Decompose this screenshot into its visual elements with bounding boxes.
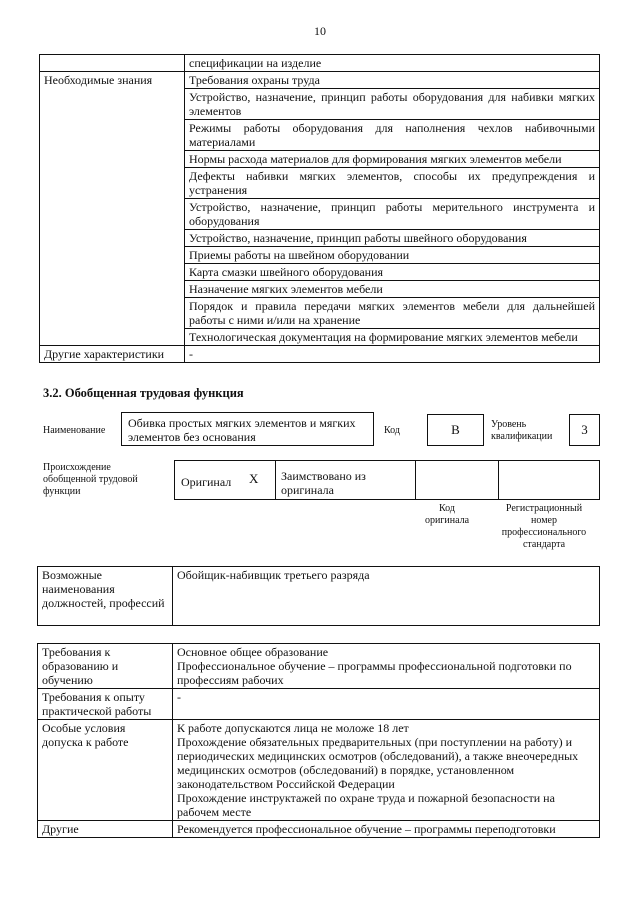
requirement-label: Особые условия допуска к работе	[38, 720, 173, 821]
requirement-label: Другие	[38, 821, 173, 838]
requirement-row	[38, 720, 600, 821]
requirement-value	[173, 821, 600, 838]
spec-continuation-cell: спецификации на изделие	[185, 55, 600, 72]
reg-number-caption: Регистрационный номер профессионального стандарта	[501, 503, 587, 550]
code-original-caption: Код оригинала	[424, 503, 470, 526]
knowledge-item: Приемы работы на швейном оборудовании	[185, 247, 600, 264]
requirement-line: -	[177, 690, 181, 704]
knowledge-item: Устройство, назначение, принцип работы оборудования для набивки мягких элементов	[185, 89, 600, 120]
name-label: Наименование	[43, 425, 106, 436]
requirement-line: Прохождение инструктажей по охране труда и пожарной безопасности на рабочем месте	[177, 791, 555, 819]
original-label: Оригинал	[181, 475, 232, 489]
origin-divider-2	[415, 461, 416, 499]
requirement-line: Рекомендуется профессиональное обучение – программы переподготовки	[177, 822, 556, 836]
requirement-row	[38, 689, 600, 720]
level-label: Уровень квалификации	[491, 419, 553, 442]
positions-table	[37, 566, 600, 626]
knowledge-item: Дефекты набивки мягких элементов, способы их предупреждения и устранения	[185, 168, 600, 199]
positions-value: Обойщик-набивщик третьего разряда	[173, 567, 600, 626]
knowledge-item: Устройство, назначение, принцип работы мерительного инструмента и оборудования	[185, 199, 600, 230]
other-characteristics-label: Другие характеристики	[40, 346, 185, 363]
code-box	[427, 414, 484, 446]
origin-divider-1	[275, 461, 276, 499]
other-characteristics-value: -	[185, 346, 600, 363]
knowledge-label: Необходимые знания	[40, 72, 185, 346]
requirement-value	[173, 689, 600, 720]
requirement-row	[38, 644, 600, 689]
knowledge-item: Устройство, назначение, принцип работы швейного оборудования	[185, 230, 600, 247]
level-box	[569, 414, 600, 446]
code-label: Код	[384, 425, 400, 436]
level-value: 3	[581, 422, 588, 437]
name-box	[121, 412, 374, 446]
knowledge-table	[39, 54, 600, 363]
knowledge-item: Карта смазки швейного оборудования	[185, 264, 600, 281]
knowledge-item: Режимы работы оборудования для наполнения чехлов набивочными материалами	[185, 120, 600, 151]
requirement-label: Требования к образованию и обучению	[38, 644, 173, 689]
knowledge-item: Порядок и правила передачи мягких элементов мебели для дальнейшей работы с ними и/или на хранение	[185, 298, 600, 329]
requirement-label: Требования к опыту практической работы	[38, 689, 173, 720]
requirement-line: Профессиональное обучение – программы профессиональной подготовки по профессиям рабочих	[177, 659, 572, 687]
knowledge-item: Назначение мягких элементов мебели	[185, 281, 600, 298]
requirement-line: Основное общее образование	[177, 645, 329, 659]
code-value: В	[451, 422, 460, 437]
requirement-value	[173, 720, 600, 821]
origin-divider-3	[498, 461, 499, 499]
name-value: Обивка простых мягких элементов и мягких элементов без основания	[128, 416, 356, 444]
requirement-row	[38, 821, 600, 838]
borrowed-label: Заимствовано из оригинала	[281, 469, 366, 497]
knowledge-item: Технологическая документация на формирование мягких элементов мебели	[185, 329, 600, 346]
knowledge-item: Нормы расхода материалов для формирования мягких элементов мебели	[185, 151, 600, 168]
section-title: 3.2. Обобщенная трудовая функция	[43, 386, 244, 400]
knowledge-item: Требования охраны труда	[185, 72, 600, 89]
requirement-value	[173, 644, 600, 689]
positions-label: Возможные наименования должностей, профессий	[38, 567, 173, 626]
origin-box	[174, 460, 600, 500]
requirement-line: К работе допускаются лица не моложе 18 лет	[177, 721, 409, 735]
requirements-table	[37, 643, 600, 838]
page-number: 10	[314, 24, 326, 38]
origin-label: Происхождение обобщенной трудовой функции	[43, 462, 138, 497]
original-mark: X	[249, 471, 259, 486]
requirement-line: Прохождение обязательных предварительных (при поступлении на работу) и периодических медицинских осмотров (обследований), а также внеочередных медицинских осмотров (обследований) в порядке, установленном законодательством Российской Федерации	[177, 735, 579, 791]
